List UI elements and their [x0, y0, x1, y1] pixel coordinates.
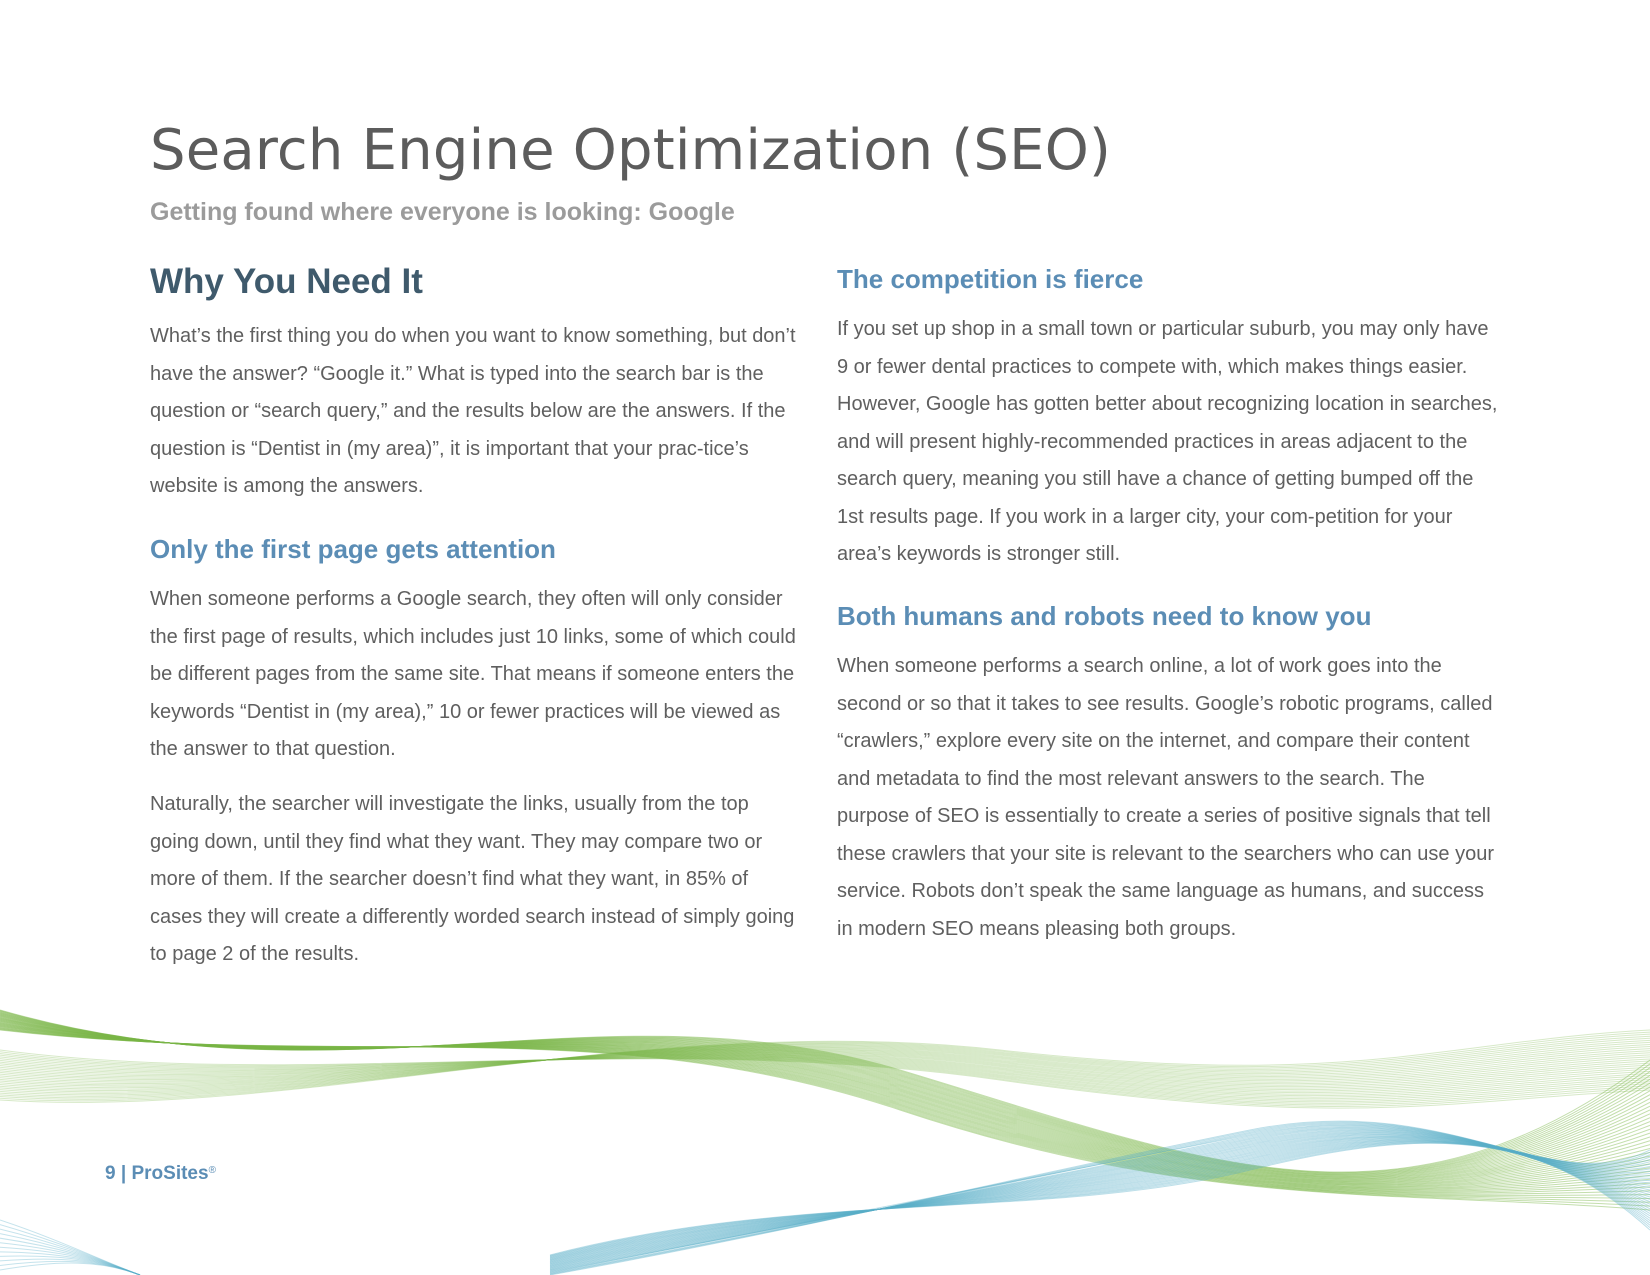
paragraph-intro: What’s the first thing you do when you want to know something, but don’t have the answer? “Google it.” What is typed into the search bar is the question or “search query,” and the results below are the answers. If the question is “Dentist in (my area)”, it is important that your prac-tice’s website is among the answers. — [150, 325, 796, 497]
wave-line — [0, 1016, 1650, 1179]
wave-line — [0, 1015, 1650, 1177]
wave-lines — [0, 1010, 1650, 1275]
paragraph-first-page-2: Naturally, the searcher will investigate the links, usually from the top going down, until they find what they want. They may compare two or more of them. If the searcher doesn’t find what they want, in 85% of cases they will create a differently worded search instead of simply going to page 2 of the results. — [150, 793, 795, 965]
decorative-waves — [0, 1000, 1650, 1275]
heading-humans-robots: Both humans and robots need to know you — [837, 601, 1372, 631]
paragraph-competition: If you set up shop in a small town or particular suburb, you may only have 9 or fewer dental practices to compete with, which makes things easier. However, Google has gotten better about recognizing location in searches, and will present highly-recommended practices in areas adjacent to the search query, meaning you still have a chance of getting bumped off the 1st results page. If you work in a larger city, your com-petition for your area’s keywords is stronger still. — [837, 318, 1498, 565]
wave-line — [0, 1256, 140, 1275]
footer-separator: | — [120, 1163, 127, 1184]
brand-name: ProSites — [131, 1163, 209, 1184]
wave-line — [0, 1016, 1650, 1179]
heading-first-page: Only the first page gets attention — [150, 534, 556, 564]
heading-why-you-need-it: Why You Need It — [150, 262, 423, 301]
page-title: Search Engine Optimization (SEO) — [150, 118, 1112, 183]
heading-competition: The competition is fierce — [837, 264, 1144, 294]
wave-line — [0, 1014, 1650, 1176]
paragraph-first-page-1: When someone performs a Google search, they often will only consider the first page of results, which includes just 10 links, some of which could be different pages from the same site. That means if someone enters the keywords “Dentist in (my area),” 10 or fewer practices will be viewed as the answer to that question. — [150, 588, 796, 760]
page-subtitle: Getting found where everyone is looking: Google — [150, 198, 735, 226]
footer — [105, 1163, 216, 1185]
page-number: 9 — [105, 1163, 116, 1184]
registered-mark: ® — [208, 1165, 216, 1176]
paragraph-humans-robots: When someone performs a search online, a lot of work goes into the second or so that it takes to see results. Google’s robotic programs, called “crawlers,” explore every site on the internet, and compare their content and metadata to find the most relevant answers to the search. The purpose of SEO is essentially to create a series of positive signals that tell these crawlers that your site is relevant to the searchers who can use your service. Robots don’t speak the same language as humans, and success in modern SEO means pleasing both groups. — [837, 655, 1494, 940]
wave-line — [0, 1263, 140, 1275]
